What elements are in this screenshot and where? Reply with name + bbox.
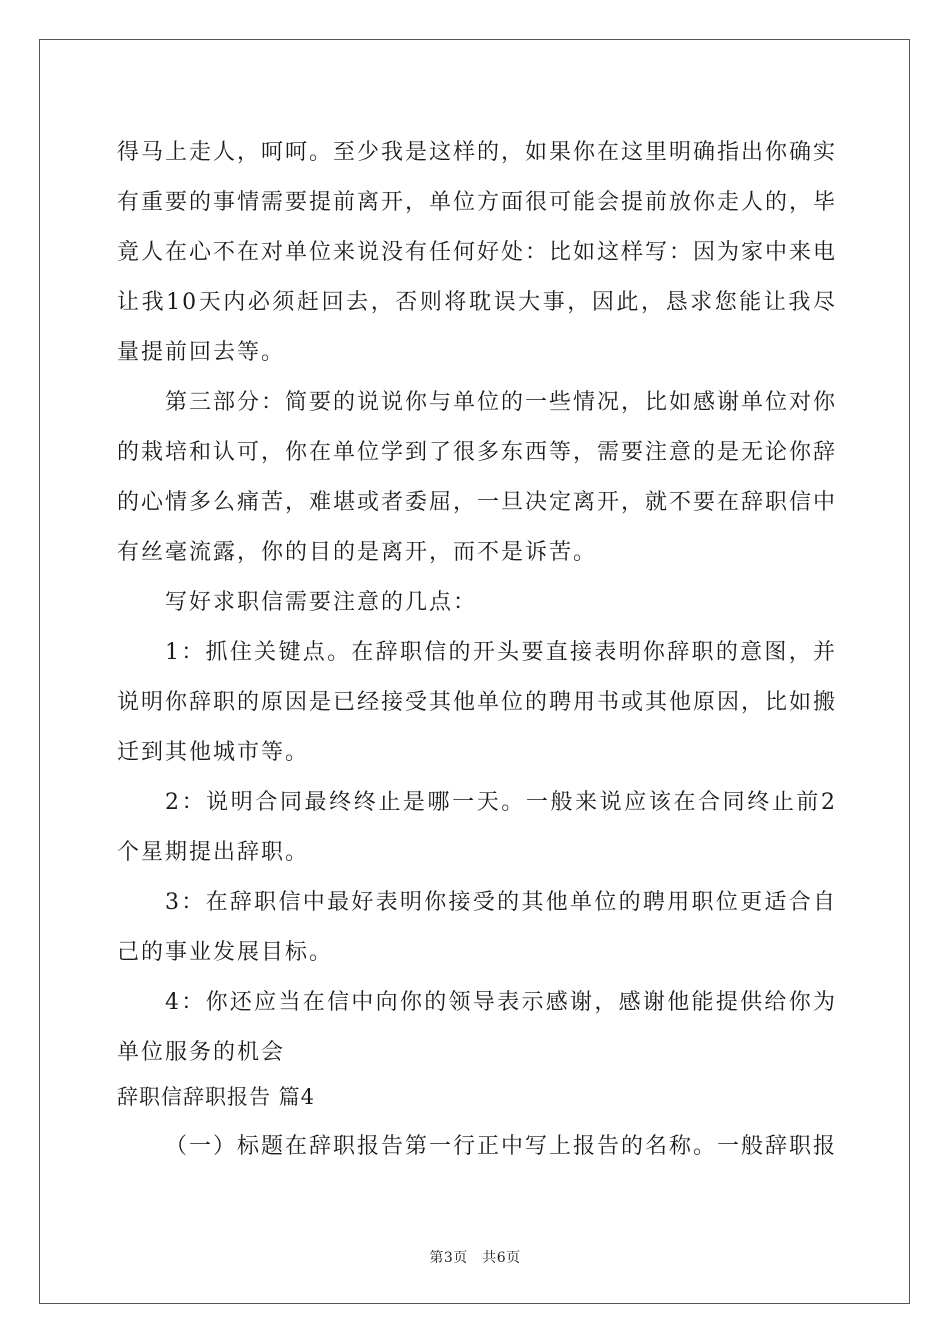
- document-body: [117, 128, 837, 1078]
- text-line: 有重要的事情需要提前离开，单位方面很可能会提前放你走人的，毕: [117, 190, 838, 215]
- text-line: 第三部分：简要的说说你与单位的一些情况，比如感谢单位对你: [165, 390, 838, 415]
- paragraph: [117, 628, 837, 778]
- text-line: 2：说明合同最终终止是哪一天。一般来说应该在合同终止前2: [165, 790, 837, 815]
- paragraph: [117, 578, 837, 628]
- paragraph: [117, 128, 837, 378]
- text-line: 的心情多么痛苦，难堪或者委屈，一旦决定离开，就不要在辞职信中: [117, 490, 838, 515]
- text-line: 个星期提出辞职。: [117, 840, 310, 865]
- text-line: 有丝毫流露，你的目的是离开，而不是诉苦。: [117, 540, 598, 565]
- section-first-line: （一）标题在辞职报告第一行正中写上报告的名称。一般辞职报: [165, 1134, 838, 1159]
- text-line: 说明你辞职的原因是已经接受其他单位的聘用书或其他原因，比如搬: [117, 690, 838, 715]
- page-footer: 第3页 共6页: [429, 1250, 521, 1266]
- text-line: 竟人在心不在对单位来说没有任何好处：比如这样写：因为家中来电: [117, 240, 838, 265]
- paragraph: [117, 378, 837, 578]
- paragraph: [117, 778, 837, 878]
- text-line: 的栽培和认可，你在单位学到了很多东西等，需要注意的是无论你辞: [117, 440, 838, 465]
- text-line: 迁到其他城市等。: [117, 740, 310, 765]
- paragraph: [117, 878, 837, 978]
- text-line: 写好求职信需要注意的几点：: [165, 590, 478, 615]
- text-line: 3：在辞职信中最好表明你接受的其他单位的聘用职位更适合自: [165, 890, 837, 915]
- text-line: 让我10天内必须赶回去，否则将耽误大事，因此，恳求您能让我尽: [117, 290, 837, 315]
- section-heading: 辞职信辞职报告 篇4: [117, 1085, 316, 1109]
- text-line: 4：你还应当在信中向你的领导表示感谢，感谢他能提供给你为: [165, 990, 837, 1015]
- text-line: 得马上走人，呵呵。至少我是这样的，如果你在这里明确指出你确实: [117, 140, 838, 165]
- text-line: 量提前回去等。: [117, 340, 286, 365]
- text-line: 1：抓住关键点。在辞职信的开头要直接表明你辞职的意图，并: [165, 640, 837, 665]
- text-line: 单位服务的机会: [117, 1040, 286, 1065]
- text-line: 己的事业发展目标。: [117, 940, 334, 965]
- paragraph: [117, 978, 837, 1078]
